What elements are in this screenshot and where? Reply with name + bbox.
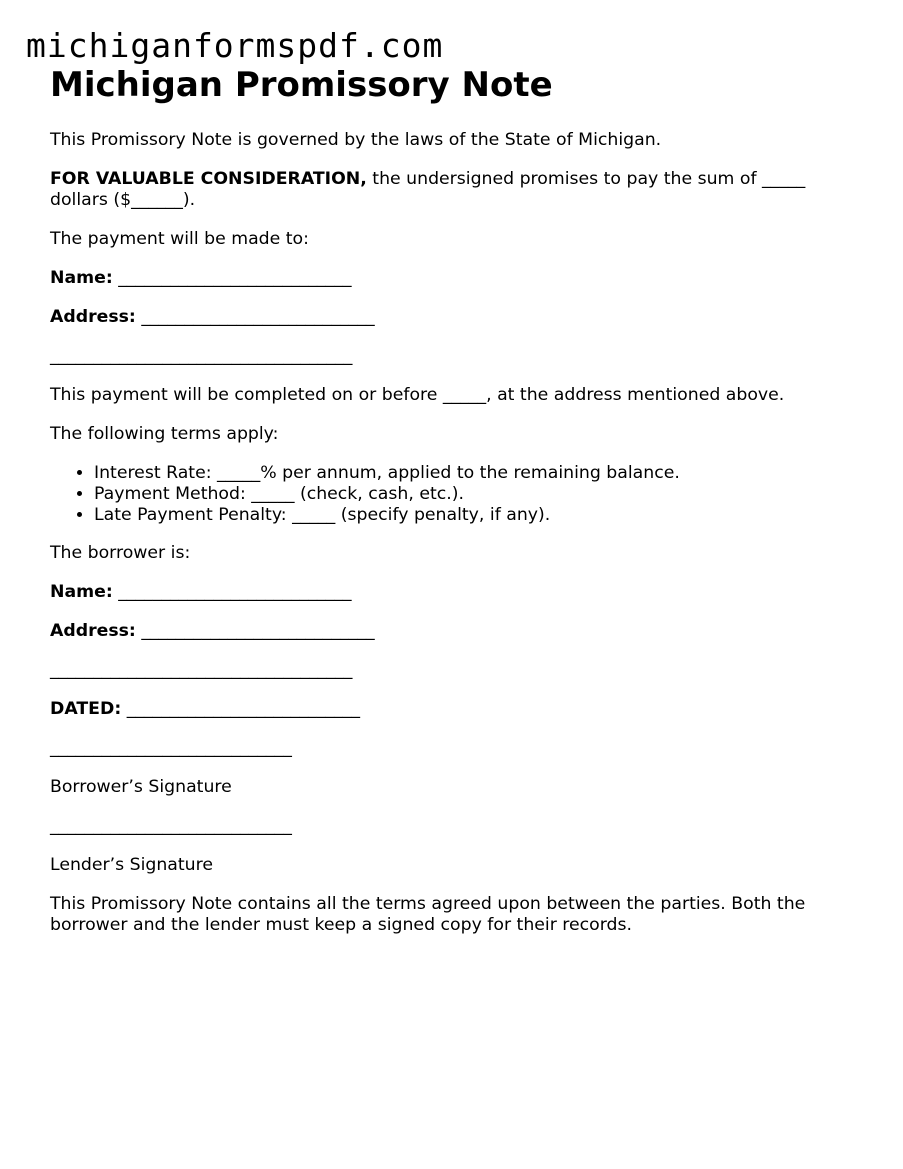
lender-address-field[interactable] (50, 307, 850, 328)
terms-list (50, 463, 850, 526)
borrower-name-blank[interactable]: ___________________________ (112, 582, 352, 602)
lender-signature-label: Lender’s Signature (50, 855, 213, 875)
lender-name-blank[interactable]: ___________________________ (112, 268, 352, 288)
payment-to-heading: The payment will be made to: (50, 229, 309, 249)
completion-paragraph: This payment will be completed on or before _____, at the address mentioned above. (50, 385, 785, 405)
dated-field[interactable] (50, 699, 850, 720)
borrower-address-line2[interactable]: ___________________________________ (50, 660, 353, 680)
dated-blank[interactable]: ___________________________ (121, 699, 361, 719)
borrower-signature-line[interactable]: ____________________________ (50, 738, 292, 758)
borrower-name-field[interactable] (50, 582, 850, 603)
consideration-text: the undersigned promises to pay the sum of _____ dollars ($______). (50, 169, 811, 210)
borrower-address-blank[interactable]: ___________________________ (135, 621, 375, 641)
governing-law-paragraph: This Promissory Note is governed by the laws of the State of Michigan. (50, 130, 662, 150)
borrower-address-label: Address: (50, 621, 136, 641)
consideration-paragraph (50, 169, 850, 211)
closing-paragraph: This Promissory Note contains all the terms agreed upon between the parties. Both the borrower and the lender must keep a signed copy for their records. (50, 894, 811, 935)
term-payment-method: • Payment Method: _____ (check, cash, etc.). (94, 484, 850, 505)
term-interest-rate: • Interest Rate: _____% per annum, applied to the remaining balance. (94, 463, 850, 484)
borrower-address-field[interactable] (50, 621, 850, 642)
lender-name-field[interactable] (50, 268, 850, 289)
dated-label: DATED: (50, 699, 122, 719)
borrower-name-label: Name: (50, 582, 113, 602)
terms-heading: The following terms apply: (50, 424, 279, 444)
promissory-note-document (50, 62, 850, 954)
term-late-penalty: • Late Payment Penalty: _____ (specify penalty, if any). (94, 505, 850, 526)
borrower-heading: The borrower is: (50, 543, 191, 563)
lender-address-line2[interactable]: ___________________________________ (50, 346, 353, 366)
lender-signature-line[interactable]: ____________________________ (50, 816, 292, 836)
borrower-signature-label: Borrower’s Signature (50, 777, 232, 797)
site-watermark: michiganformspdf.com (26, 26, 444, 65)
lender-address-label: Address: (50, 307, 136, 327)
consideration-lead: FOR VALUABLE CONSIDERATION, (50, 169, 367, 189)
lender-address-blank[interactable]: ___________________________ (135, 307, 375, 327)
document-title: Michigan Promissory Note (50, 65, 553, 105)
lender-name-label: Name: (50, 268, 113, 288)
